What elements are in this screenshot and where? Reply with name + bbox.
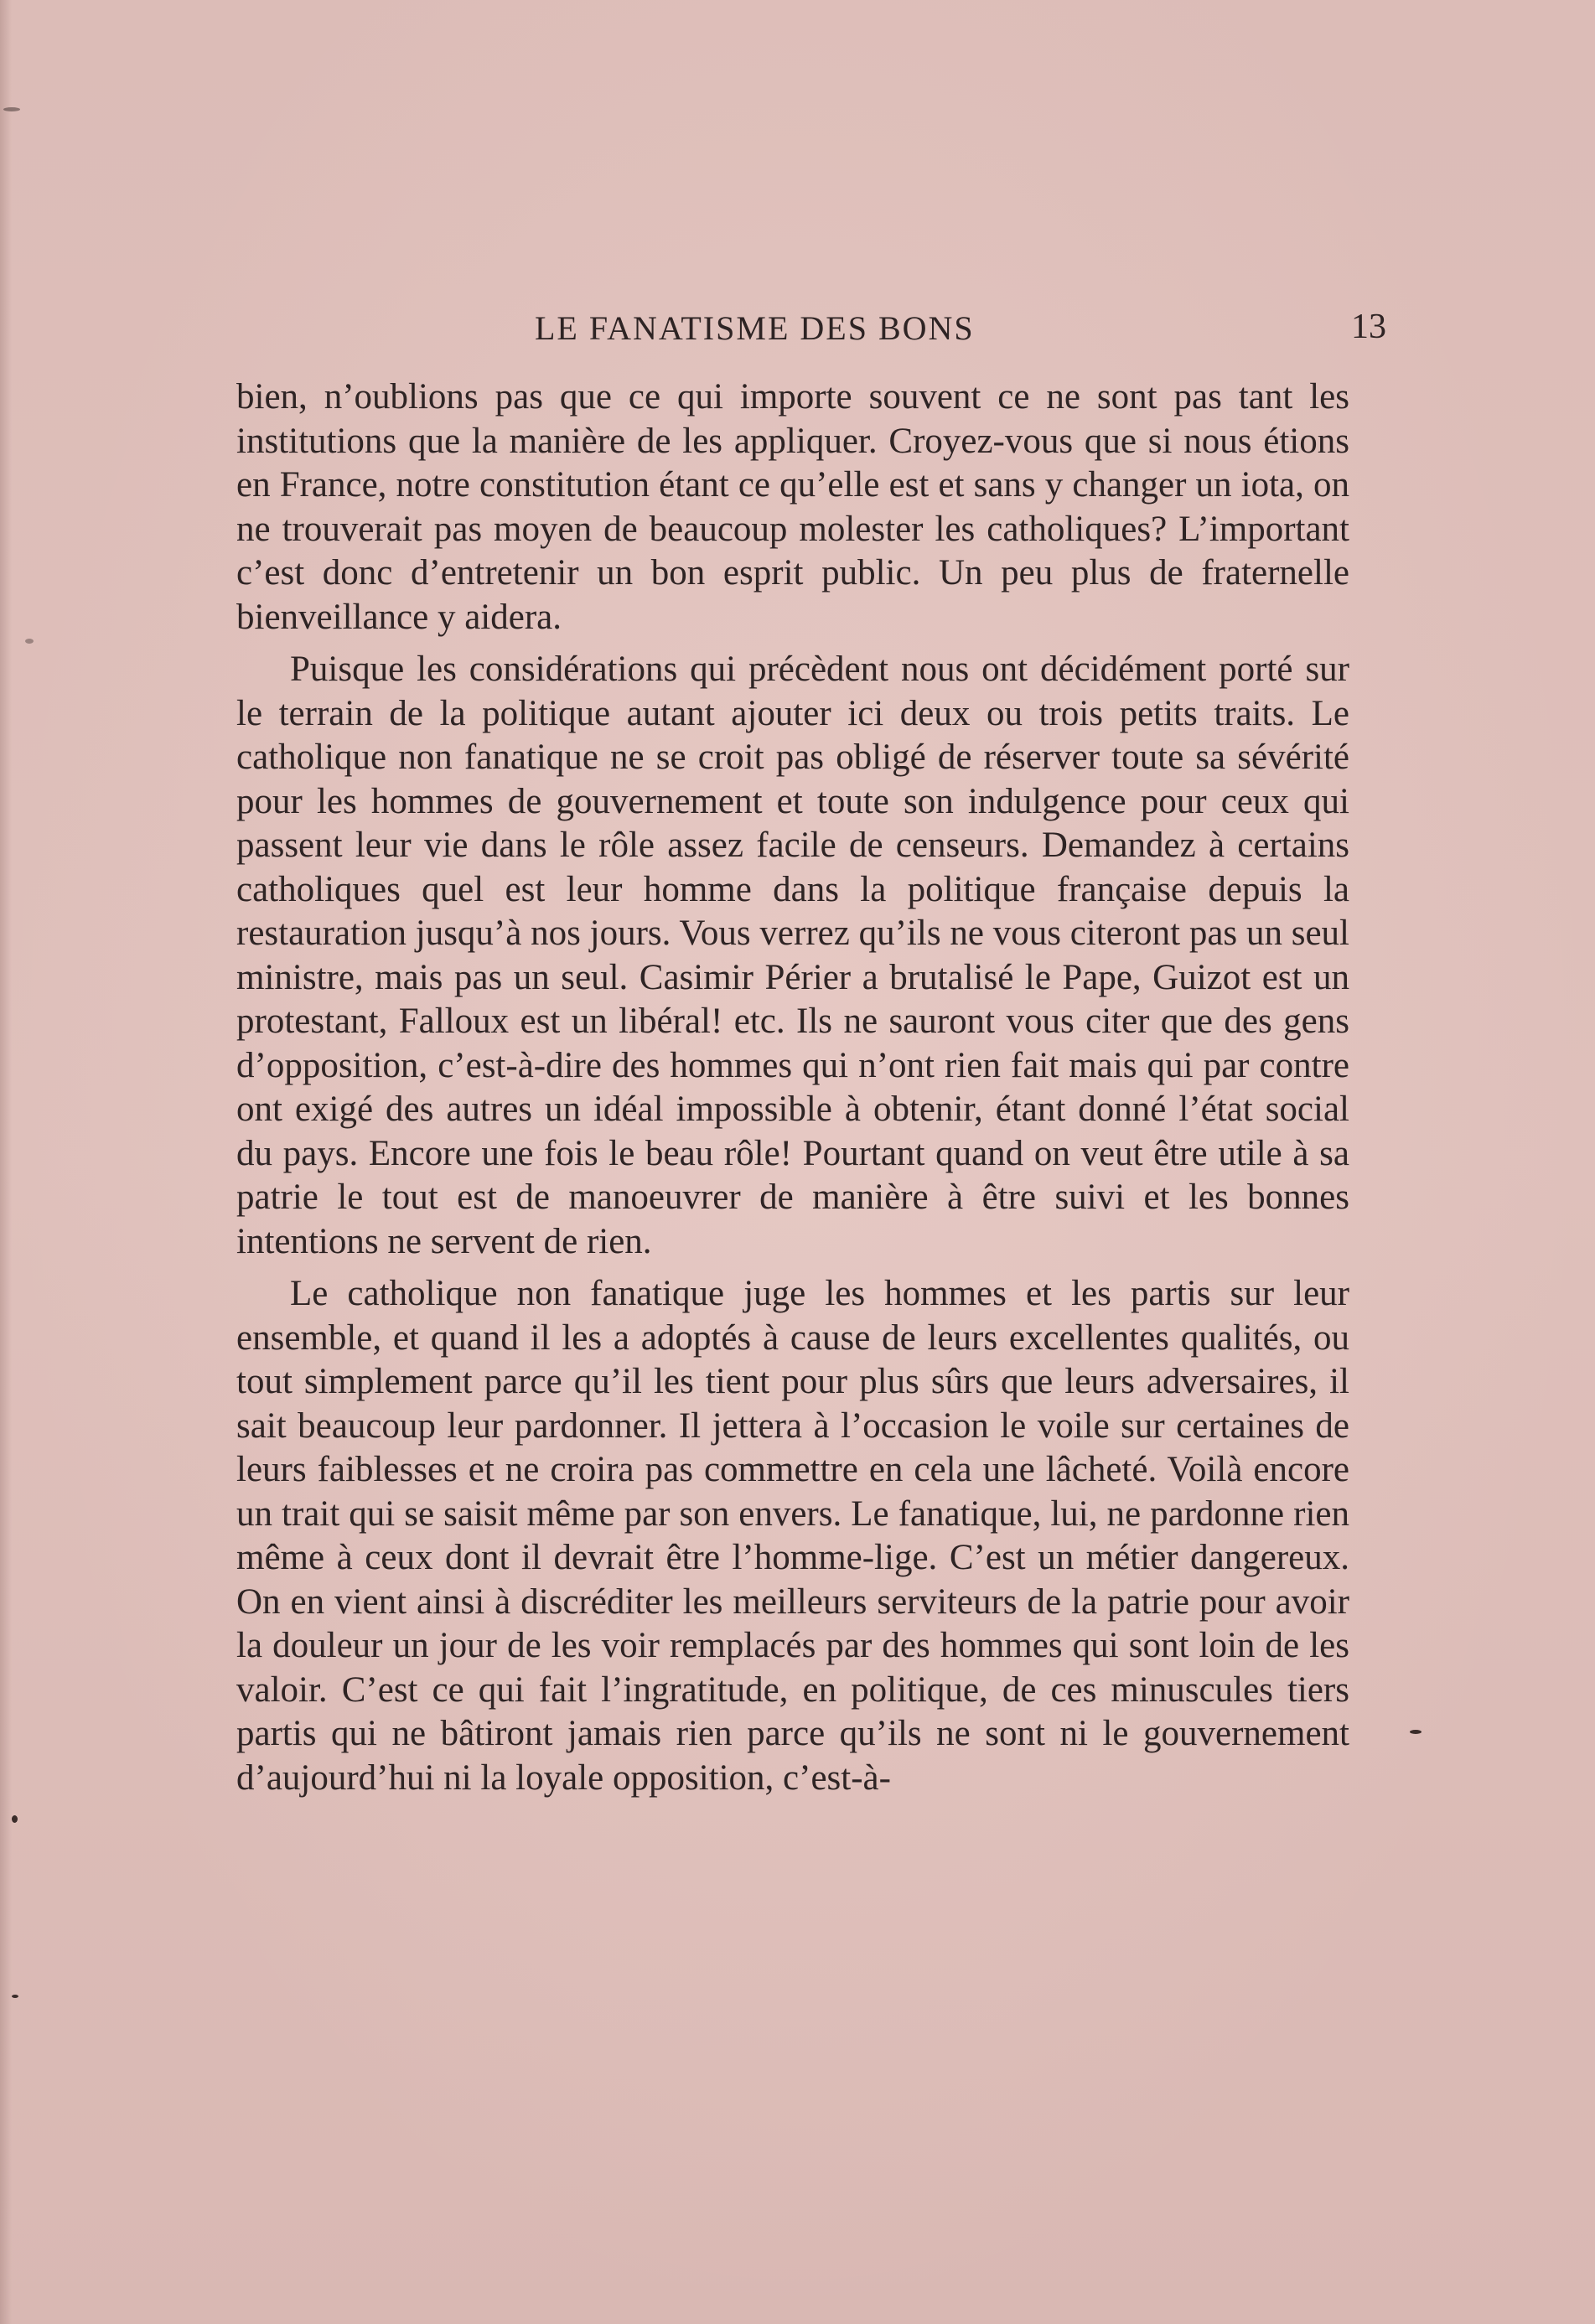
- ink-speck: [25, 639, 34, 644]
- ink-speck: [12, 1995, 18, 1998]
- paragraph-3: Le catholique non fanatique juge les hommes et les partis sur leur ensemble, et quand il les a adoptés à cause de leurs excellentes qualités, ou tout simplement parce qu’il les tient pour plus sûrs que leurs adversaires, il sait beaucoup leur pardonner. Il jettera à l’occasion le voile sur certaines de leurs faiblesses et ne croira pas commettre en cela une lâcheté. Voilà encore un trait qui se saisit même par son envers. Le fanatique, lui, ne pardonne rien même à ceux dont il devrait être l’homme-lige. C’est un métier dangereux. On en vient ainsi à discréditer les meilleurs serviteurs de la patrie pour avoir la douleur un jour de les voir remplacés par des hommes qui sont loin de les valoir. C’est ce qui fait l’ingratitude, en politique, de ces minuscules tiers partis qui ne bâtiront jamais rien parce qu’ils ne sont ni le gouvernement d’aujourd’hui ni la loyale opposition, c’est-à-: [236, 1274, 1349, 1798]
- page-header: [236, 308, 1386, 355]
- ink-speck: [1410, 1730, 1422, 1734]
- ink-speck: [3, 107, 20, 111]
- paragraph-1: bien, n’oublions pas que ce qui importe souvent ce ne sont pas tant les institutions que la manière de les appliquer. Croyez-vous que si nous étions en France, notre constitution étant ce qu’elle est et sans y changer un iota, on ne trouverait pas moyen de beaucoup molester les catholiques? L’important c’est donc d’entretenir un bon esprit public. Un peu plus de fraternelle bienveillance y aidera.: [236, 377, 1349, 637]
- paragraph-2: Puisque les considérations qui précèdent nous ont décidément porté sur le terrain de la politique autant ajouter ici deux ou trois petits traits. Le catholique non fanatique ne se croit pas obligé de réserver toute sa sévérité pour les hommes de gouvernement et toute son indulgence pour ceux qui passent leur vie dans le rôle assez facile de censeurs. Demandez à certains catholiques quel est leur homme dans la politique française depuis la restauration jusqu’à nos jours. Vous verrez qu’ils ne vous citeront pas un seul ministre, mais pas un seul. Casimir Périer a brutalisé le Pape, Guizot est un protestant, Falloux est un libéral! etc. Ils ne sauront vous citer que des gens d’opposition, c’est-à-dire des hommes qui n’ont rien fait mais qui par contre ont exigé des autres un idéal impossible à obtenir, étant donné l’état social du pays. Encore une fois le beau rôle! Pourtant quand on veut être utile à sa patrie le tout est de manoeuvrer de manière à être suivi et les bonnes intentions ne servent de rien.: [236, 650, 1349, 1261]
- running-head: LE FANATISME DES BONS: [535, 309, 975, 347]
- page-number: 13: [1351, 308, 1386, 346]
- body-text: [236, 375, 1349, 1800]
- page-edge-shadow: [0, 0, 12, 2324]
- ink-speck: [12, 1815, 18, 1823]
